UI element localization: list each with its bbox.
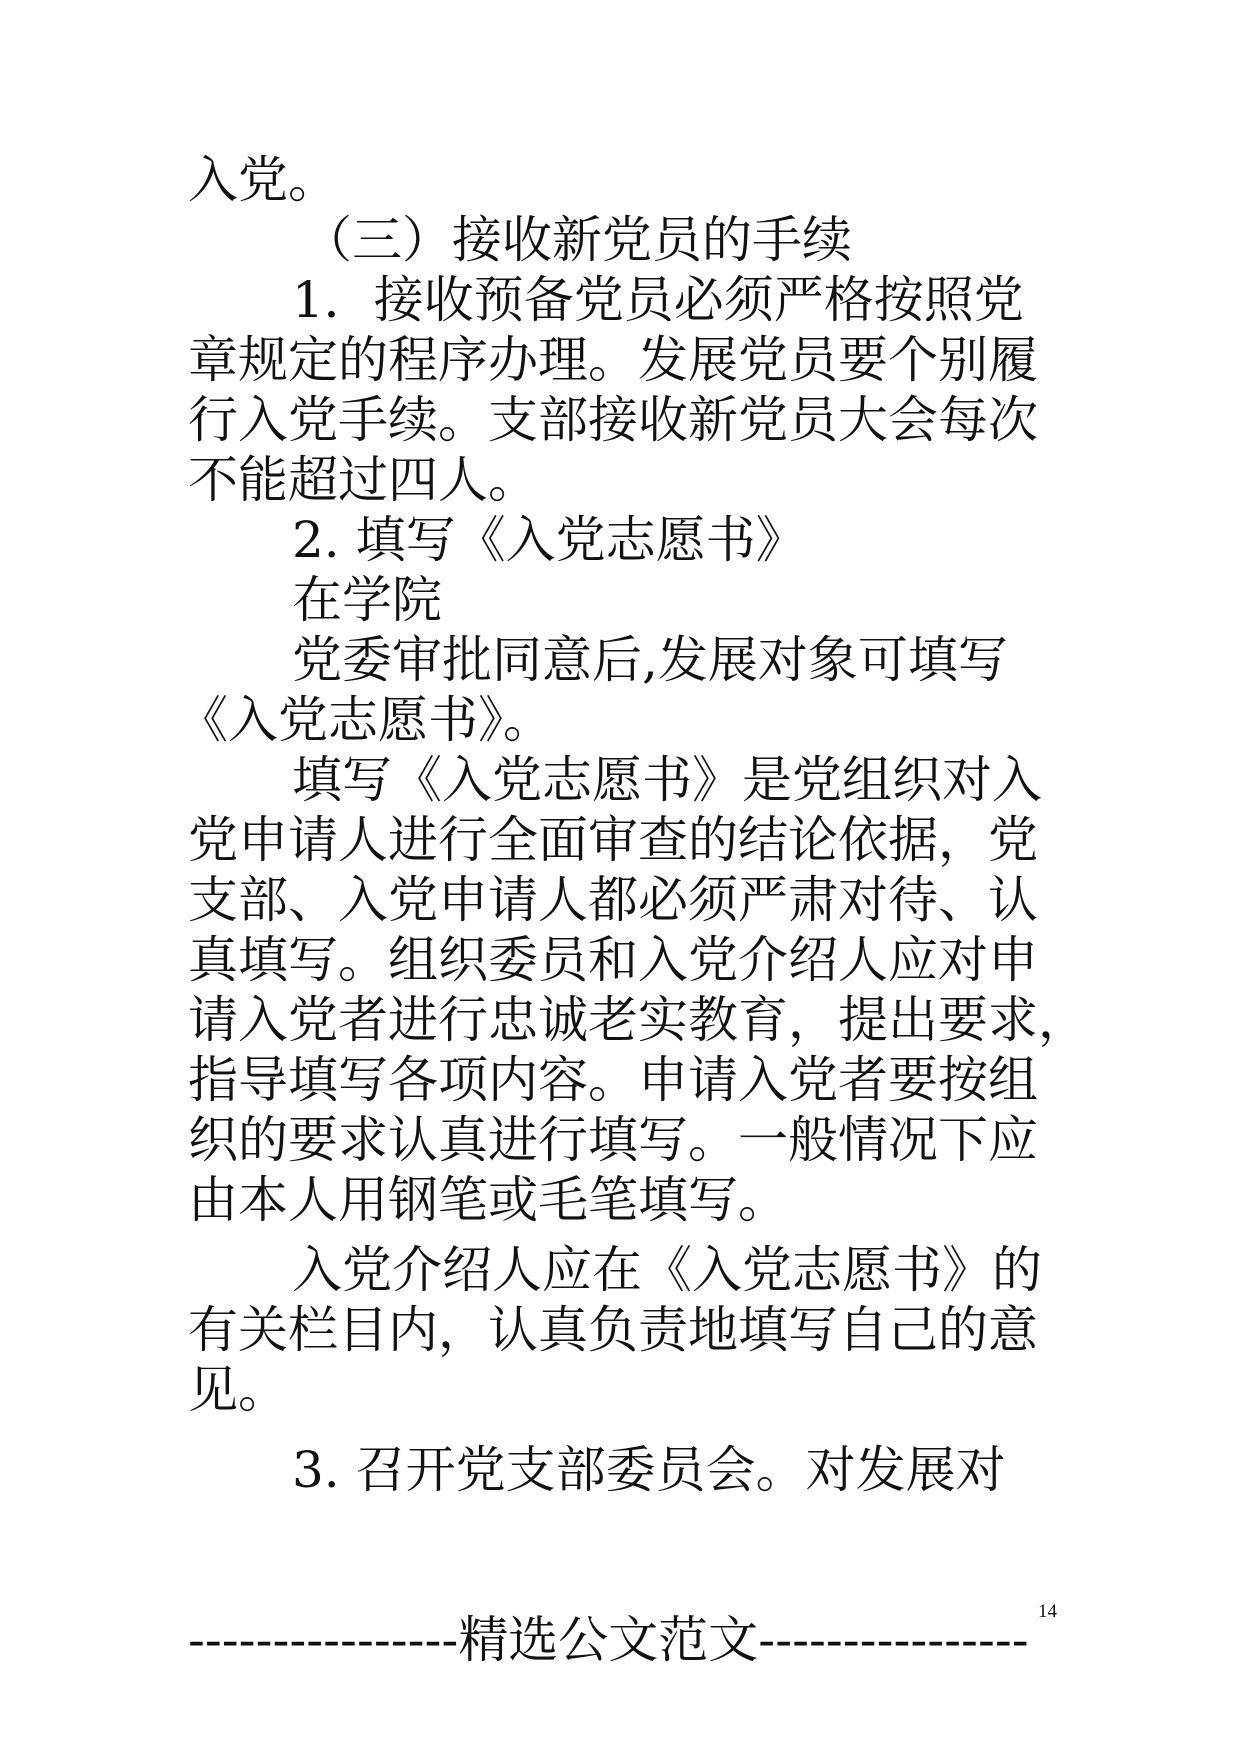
- paragraph-3-line-2: 党申请人进行全面审查的结论依据，党: [188, 811, 1038, 869]
- subheading-3: 3. 召开党支部委员会。对发展对: [292, 1441, 1006, 1499]
- paragraph-2-line-2: 《入党志愿书》。: [178, 691, 553, 749]
- subheading-2: 2. 填写《入党志愿书》: [292, 511, 806, 569]
- paragraph-4-line-3: 见。: [188, 1361, 288, 1419]
- page-number: 14: [1038, 1601, 1057, 1622]
- text-line: 入党。: [188, 151, 338, 209]
- paragraph-3-line-8: 由本人用钢笔或毛笔填写。: [188, 1171, 788, 1229]
- paragraph-1-line-3: 行入党手续。支部接收新党员大会每次: [188, 391, 1038, 449]
- paragraph-1-line-4: 不能超过四人。: [188, 451, 538, 509]
- paragraph-2-line-1: 党委审批同意后,发展对象可填写: [292, 631, 1008, 689]
- paragraph-3-line-4: 真填写。组织委员和入党介绍人应对申: [188, 931, 1038, 989]
- paragraph-4-line-2: 有关栏目内，认真负责地填写自己的意: [188, 1301, 1038, 1359]
- text-line: 在学院: [292, 571, 442, 629]
- paragraph-3-line-1: 填写《入党志愿书》是党组织对入: [292, 751, 1042, 809]
- paragraph-3-line-6: 指导填写各项内容。申请入党者要按组: [188, 1051, 1038, 1109]
- paragraph-1-line-2: 章规定的程序办理。发展党员要个别履: [188, 331, 1038, 389]
- paragraph-4-line-1: 入党介绍人应在《入党志愿书》的: [292, 1241, 1042, 1299]
- paragraph-3-line-5: 请入党者进行忠诚老实教育，提出要求，: [188, 991, 1088, 1049]
- section-heading: （三）接收新党员的手续: [302, 211, 852, 269]
- paragraph-1-line-1: 1．接收预备党员必须严格按照党: [292, 271, 1024, 329]
- paragraph-3-line-3: 支部、入党申请人都必须严肃对待、认: [188, 871, 1038, 929]
- footer-banner: ----------------精选公文范文----------------: [188, 1611, 1029, 1669]
- paragraph-3-line-7: 织的要求认真进行填写。一般情况下应: [188, 1111, 1038, 1169]
